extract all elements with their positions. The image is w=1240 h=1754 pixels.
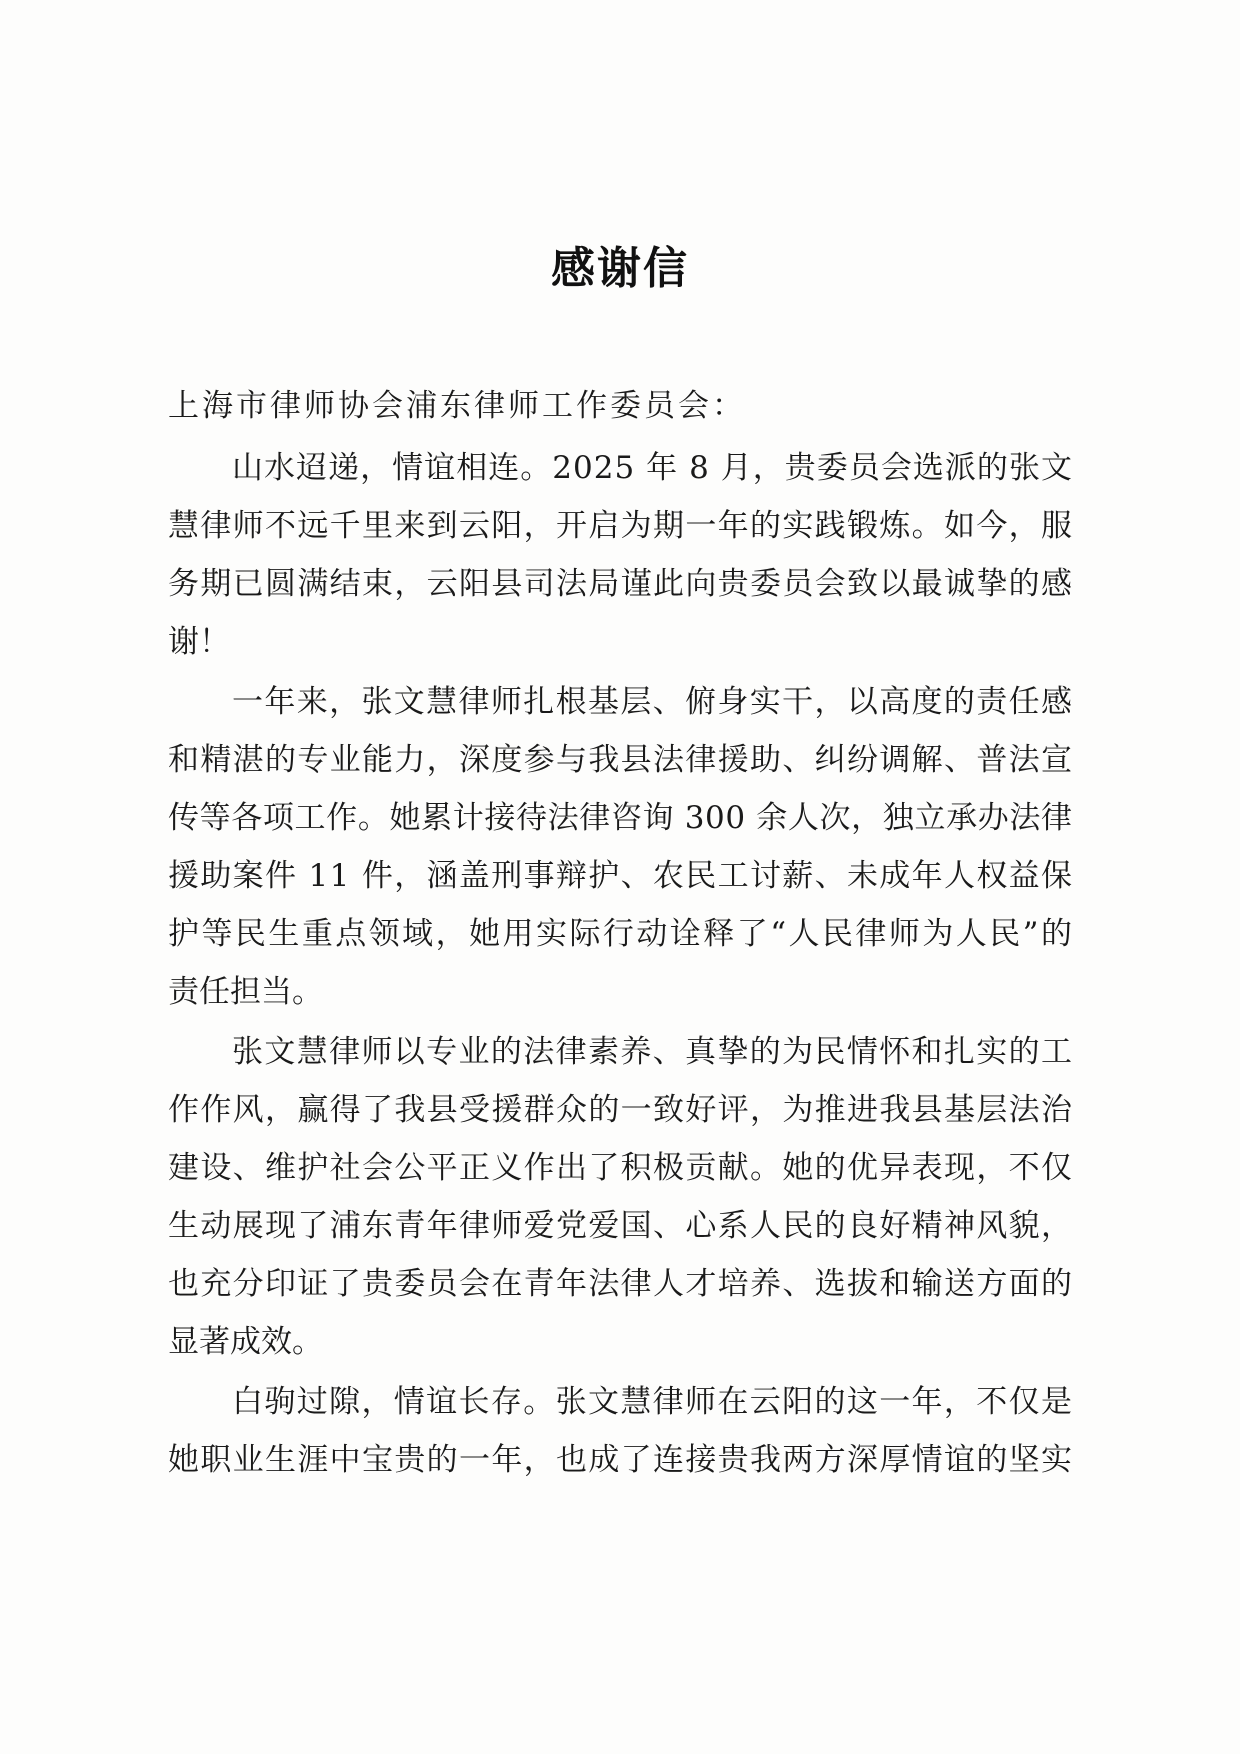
body-line: 护等民生重点领域，她用实际行动诠释了“人民律师为人民”的 (168, 916, 1075, 952)
body-line: 责任担当。 (168, 974, 323, 1010)
body-line: 传等各项工作。她累计接待法律咨询 300 余人次，独立承办法律 (168, 800, 1073, 836)
body-line: 山水迢递，情谊相连。2025 年 8 月，贵委员会选派的张文 (232, 450, 1074, 486)
body-line: 务期已圆满结束，云阳县司法局谨此向贵委员会致以最诚挚的感 (168, 566, 1074, 602)
body-line: 显著成效。 (168, 1324, 323, 1360)
body-line: 她职业生涯中宝贵的一年，也成了连接贵我两方深厚情谊的坚实 (168, 1442, 1074, 1478)
body-line: 援助案件 11 件，涵盖刑事辩护、农民工讨薪、未成年人权益保 (168, 858, 1074, 894)
letter-salutation: 上海市律师协会浦东律师工作委员会： (168, 388, 746, 424)
body-line: 作作风，赢得了我县受援群众的一致好评，为推进我县基层法治 (168, 1092, 1074, 1128)
body-line: 和精湛的专业能力，深度参与我县法律援助、纠纷调解、普法宣 (168, 742, 1074, 778)
body-line: 慧律师不远千里来到云阳，开启为期一年的实践锻炼。如今，服 (168, 508, 1074, 544)
body-line: 生动展现了浦东青年律师爱党爱国、心系人民的良好精神风貌， (168, 1208, 1074, 1244)
body-line: 一年来，张文慧律师扎根基层、俯身实干，以高度的责任感 (232, 684, 1074, 720)
body-line: 也充分印证了贵委员会在青年法律人才培养、选拔和输送方面的 (168, 1266, 1074, 1302)
body-line: 建设、维护社会公平正义作出了积极贡献。她的优异表现，不仅 (168, 1150, 1074, 1186)
body-line: 白驹过隙，情谊长存。张文慧律师在云阳的这一年，不仅是 (232, 1384, 1074, 1420)
body-line: 谢！ (168, 624, 230, 660)
letter-title: 感谢信 (551, 243, 689, 294)
body-line: 张文慧律师以专业的法律素养、真挚的为民情怀和扎实的工 (232, 1034, 1074, 1070)
